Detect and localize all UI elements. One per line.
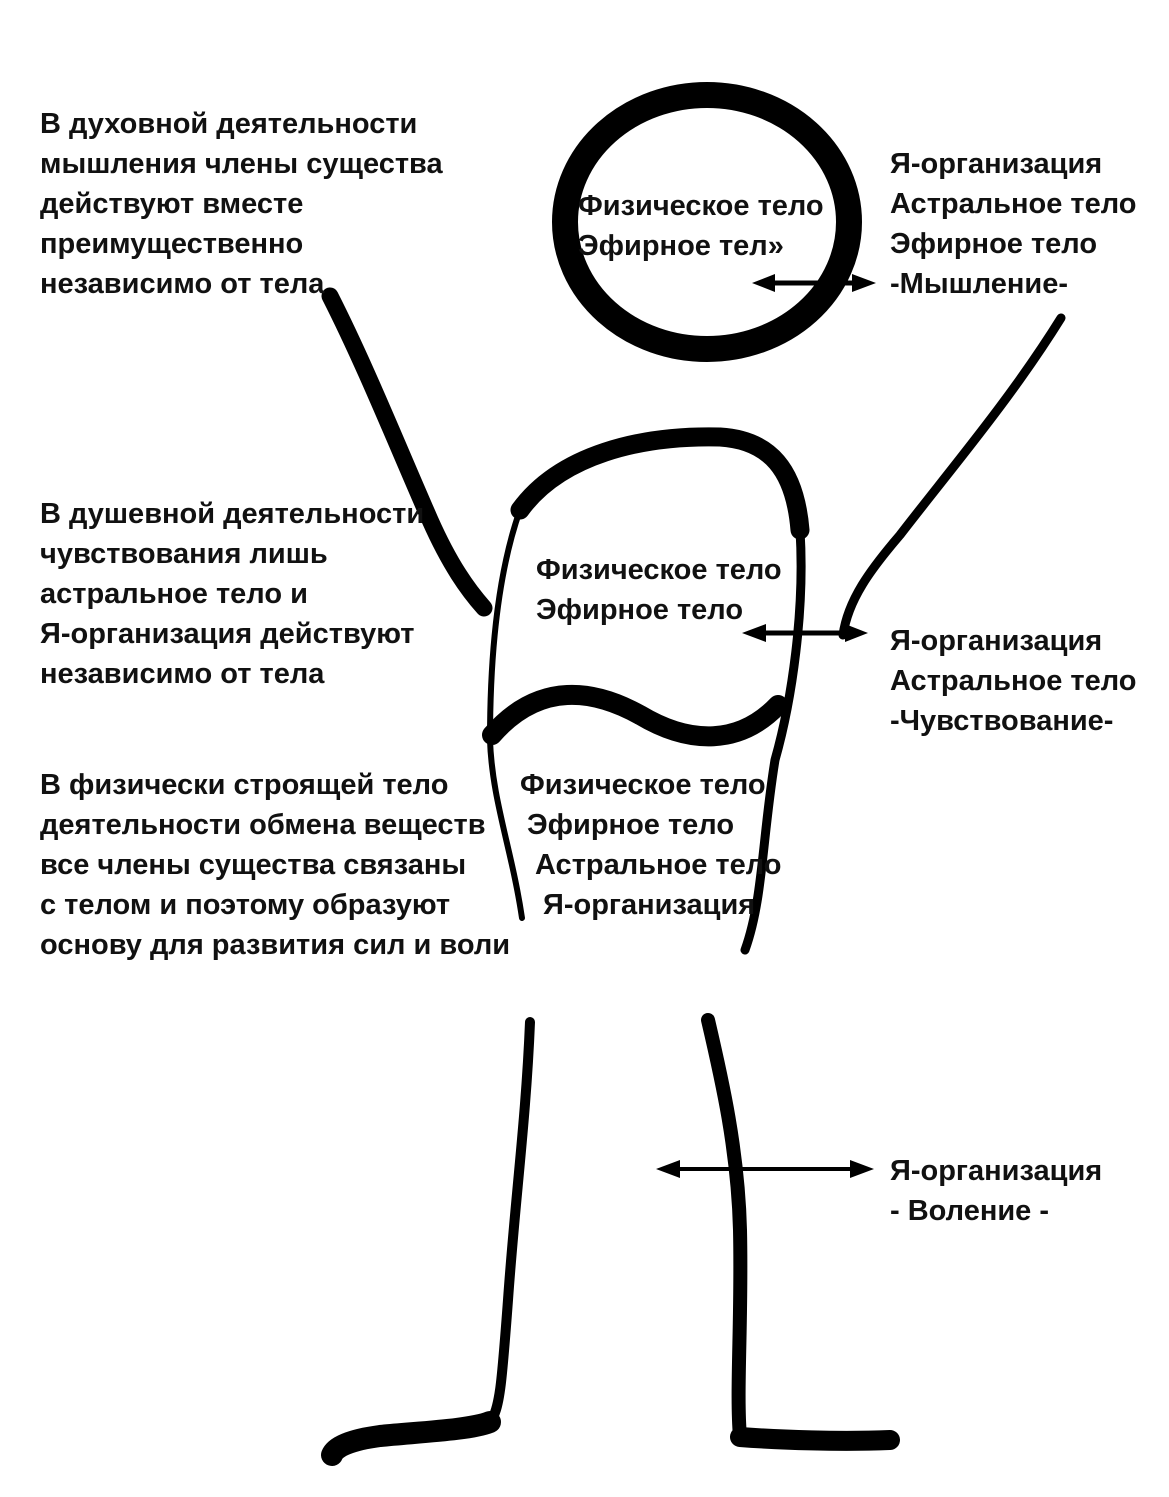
right-note-willing-line-2: - Воление - xyxy=(890,1195,1050,1227)
right-foot-line xyxy=(740,1437,890,1441)
right-leg-line xyxy=(708,1020,740,1437)
left-note-metabolism-line-1: В физически строящей тело xyxy=(40,769,449,801)
abdomen-label-line-1: Физическое тело xyxy=(520,769,766,801)
left-note-feeling-line-5: независимо от тела xyxy=(40,658,325,690)
left-note-thinking-line-2: мышления члены существа xyxy=(40,148,443,180)
head-label-line-1: Физическое тело xyxy=(578,190,824,222)
left-note-metabolism-line-2: деятельности обмена веществ xyxy=(40,809,486,841)
left-note-metabolism-line-5: основу для развития сил и воли xyxy=(40,929,511,961)
right-note-thinking-line-2: Астральное тело xyxy=(890,188,1137,220)
abdomen-label-line-2: Эфирное тело xyxy=(527,809,735,841)
left-note-feeling-line-1: В душевной деятельности xyxy=(40,498,425,530)
left-note-metabolism-line-3: все члены существа связаны xyxy=(40,849,467,881)
left-arm-line xyxy=(330,296,484,608)
chest-label-line-1: Физическое тело xyxy=(536,554,782,586)
right-note-thinking-line-4: -Мышление- xyxy=(890,268,1069,300)
right-note-willing xyxy=(890,1155,1102,1227)
left-note-metabolism xyxy=(40,769,510,961)
right-note-thinking xyxy=(890,148,1137,300)
right-note-feeling-line-3: -Чувствование- xyxy=(890,705,1114,737)
left-note-thinking-line-5: независимо от тела xyxy=(40,268,325,300)
left-note-thinking xyxy=(40,108,443,300)
torso-top-arc xyxy=(520,437,800,530)
left-note-thinking-line-4: преимущественно xyxy=(40,228,304,260)
right-note-feeling-line-1: Я-организация xyxy=(890,625,1103,657)
abdomen-label-line-4: Я-организация xyxy=(543,889,756,921)
chest-labels xyxy=(536,554,782,626)
left-leg-line xyxy=(490,1022,530,1422)
left-note-metabolism-line-4: с телом и поэтому образуют xyxy=(40,889,451,921)
torso-right-line xyxy=(745,530,801,950)
left-foot-line xyxy=(332,1422,490,1455)
left-note-thinking-line-1: В духовной деятельности xyxy=(40,108,418,140)
right-note-thinking-line-3: Эфирное тело xyxy=(890,228,1098,260)
left-note-thinking-line-3: действуют вместе xyxy=(40,188,304,220)
diaphragm-wave xyxy=(492,695,778,737)
abdomen-labels xyxy=(520,769,782,921)
left-note-feeling-line-2: чувствования лишь xyxy=(40,538,328,570)
feeling-double-arrow xyxy=(742,624,868,642)
right-note-thinking-line-1: Я-организация xyxy=(890,148,1103,180)
left-note-feeling-line-4: Я-организация действуют xyxy=(40,618,415,650)
right-note-feeling-line-2: Астральное тело xyxy=(890,665,1137,697)
abdomen-label-line-3: Астральное тело xyxy=(535,849,782,881)
right-arm-line xyxy=(843,318,1061,635)
left-note-feeling xyxy=(40,498,424,690)
right-note-willing-line-1: Я-организация xyxy=(890,1155,1103,1187)
head-label-line-2: Эфирное тел» xyxy=(578,230,784,262)
right-note-feeling xyxy=(890,625,1137,737)
left-note-feeling-line-3: астральное тело и xyxy=(40,578,308,610)
head-labels xyxy=(578,190,824,262)
willing-double-arrow xyxy=(656,1160,874,1178)
chest-label-line-2: Эфирное тело xyxy=(536,594,744,626)
head-circle xyxy=(565,95,849,349)
